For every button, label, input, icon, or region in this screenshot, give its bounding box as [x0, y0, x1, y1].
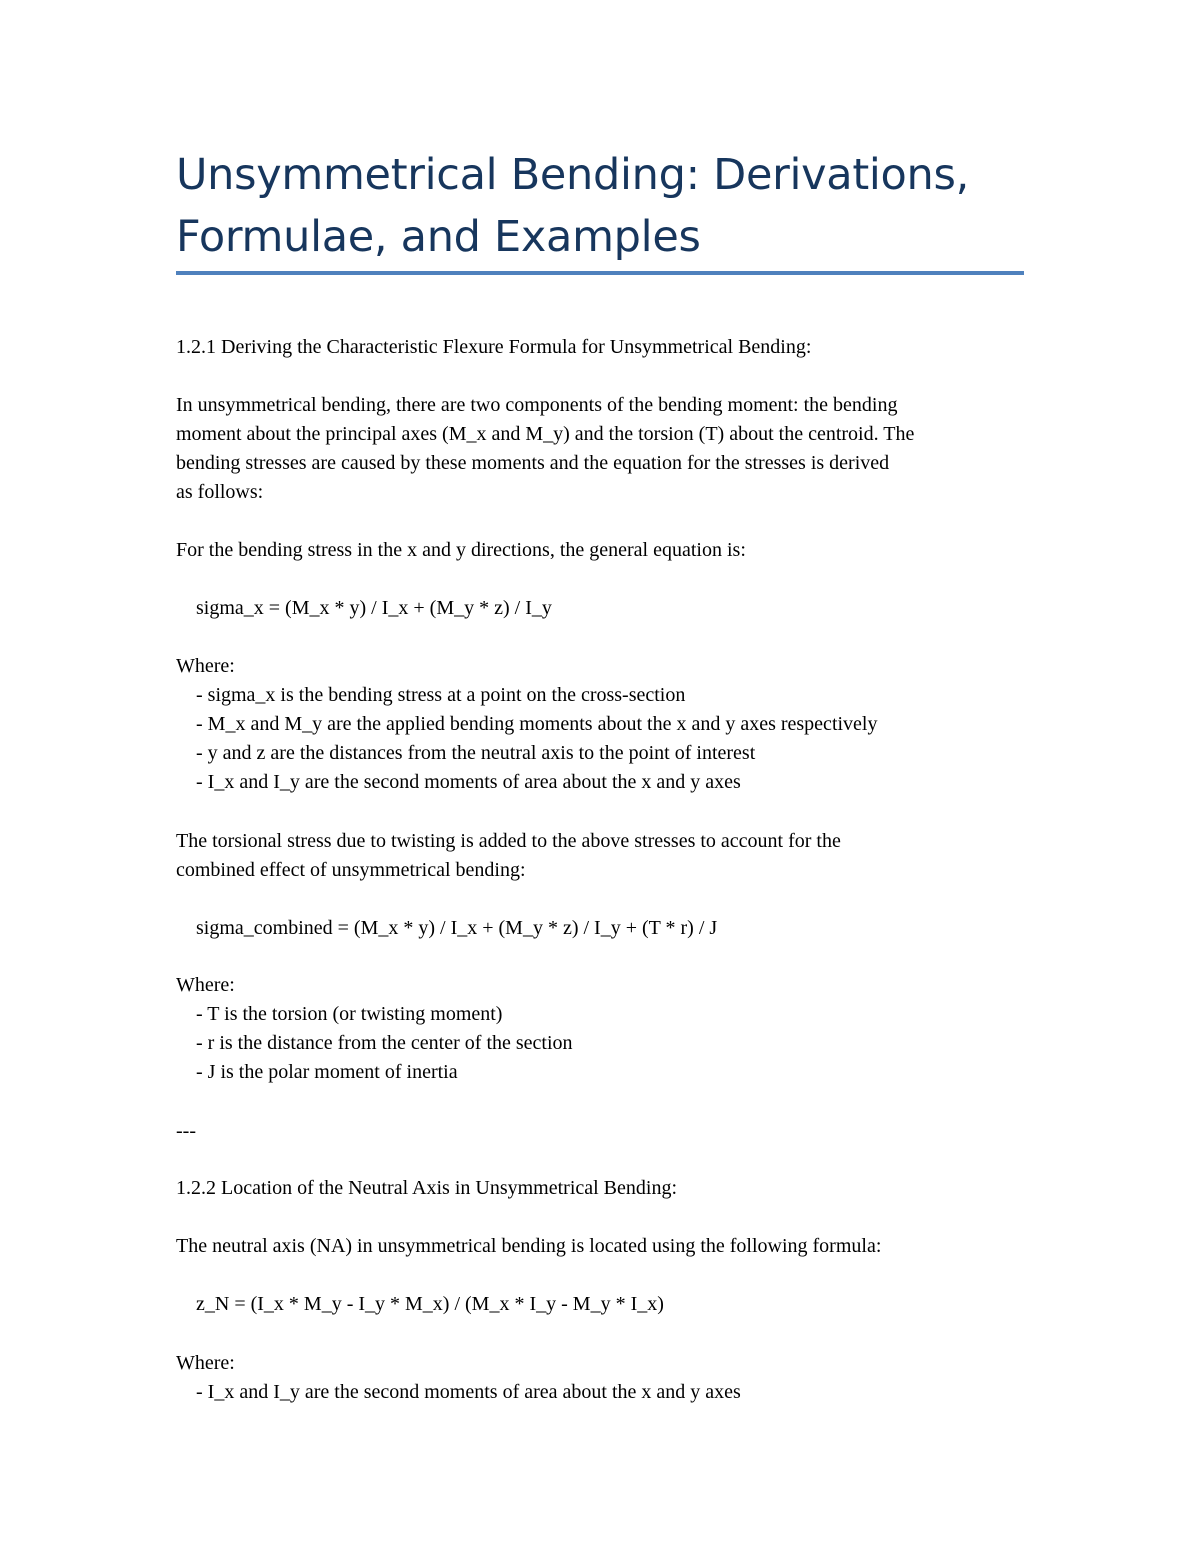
formula-sigma-x: sigma_x = (M_x * y) / I_x + (M_y * z) / I_y	[196, 597, 552, 619]
section-2-intro: The neutral axis (NA) in unsymmetrical bending is located using the following formula:	[176, 1235, 882, 1257]
where-label-3: Where:	[176, 1352, 235, 1374]
formula-sigma-combined: sigma_combined = (M_x * y) / I_x + (M_y * z) / I_y + (T * r) / J	[196, 917, 718, 939]
section-1-intro-line-4: as follows:	[176, 481, 264, 503]
title-underline-rule	[176, 271, 1024, 275]
where-label-2: Where:	[176, 974, 235, 996]
where-2-item-2: - r is the distance from the center of the section	[196, 1032, 573, 1054]
general-equation-intro: For the bending stress in the x and y directions, the general equation is:	[176, 539, 746, 561]
where-2-item-3: - J is the polar moment of inertia	[196, 1061, 458, 1083]
where-1-item-1: - sigma_x is the bending stress at a point on the cross-section	[196, 684, 686, 706]
where-3-item-1: - I_x and I_y are the second moments of area about the x and y axes	[196, 1381, 741, 1403]
where-2-item-1: - T is the torsion (or twisting moment)	[196, 1003, 503, 1025]
formula-z-n: z_N = (I_x * M_y - I_y * M_x) / (M_x * I_y - M_y * I_x)	[196, 1293, 664, 1315]
section-2-heading: 1.2.2 Location of the Neutral Axis in Unsymmetrical Bending:	[176, 1177, 678, 1199]
section-separator: ---	[176, 1120, 196, 1142]
section-1-intro-line-2: moment about the principal axes (M_x and M_y) and the torsion (T) about the centroid. The	[176, 423, 915, 445]
where-1-item-4: - I_x and I_y are the second moments of area about the x and y axes	[196, 771, 741, 793]
where-label-1: Where:	[176, 655, 235, 677]
title-line-1: Unsymmetrical Bending: Derivations,	[176, 150, 969, 200]
title-line-2: Formulae, and Examples	[176, 212, 701, 262]
where-1-item-2: - M_x and M_y are the applied bending moments about the x and y axes respectively	[196, 713, 878, 735]
torsion-line-1: The torsional stress due to twisting is added to the above stresses to account for the	[176, 830, 841, 852]
section-1-intro-line-3: bending stresses are caused by these moments and the equation for the stresses is derived	[176, 452, 890, 474]
document-title	[176, 144, 1026, 268]
section-1-intro-line-1: In unsymmetrical bending, there are two components of the bending moment: the bending	[176, 394, 898, 416]
torsion-line-2: combined effect of unsymmetrical bending:	[176, 859, 526, 881]
where-1-item-3: - y and z are the distances from the neutral axis to the point of interest	[196, 742, 756, 764]
section-1-heading: 1.2.1 Deriving the Characteristic Flexure Formula for Unsymmetrical Bending:	[176, 336, 812, 358]
